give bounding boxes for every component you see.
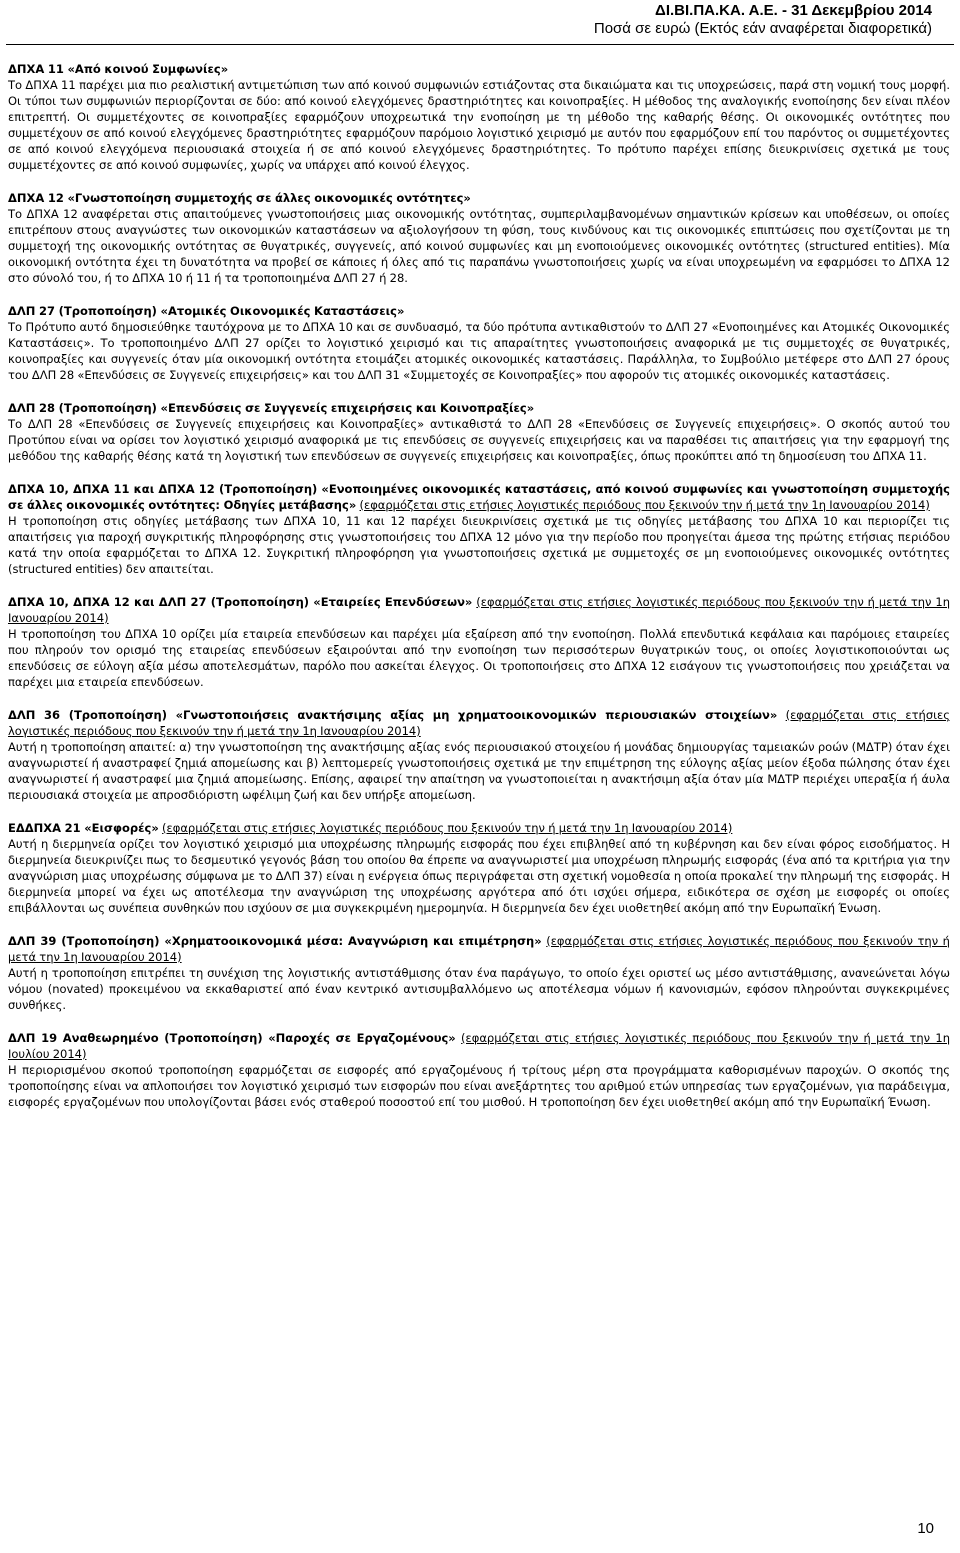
section-applicability: (εφαρμόζεται στις ετήσιες λογιστικές περιόδους που ξεκινούν την ή μετά την 1η Ιανουαρίου 2014) bbox=[8, 595, 950, 625]
section-body: Το Πρότυπο αυτό δημοσιεύθηκε ταυτόχρονα με το ΔΠΧΑ 10 και σε συνδυασμό, τα δύο πρότυπα αντικαθιστούν το ΔΛΠ 27 «Ενοποιημένες και Ατομικές Οικονομικές Καταστάσεις». Το τροποποιημένο ΔΛΠ 27 ορίζει το λογιστικό χειρισμό και τις απαραίτητες γνωστοποιήσεις αναφορικά με τις συμμετοχές σε θυγατρικές, κοινοπραξίες και συγγενείς όταν μία οικονομική οντότητα ετοιμάζει ατομικές οικονομικές καταστάσεις. Παράλληλα, το Συμβούλιο μετέφερε στο ΔΛΠ 27 όρους του ΔΛΠ 28 «Επενδύσεις σε Συγγενείς επιχειρήσεις» και του ΔΛΠ 31 «Συμμετοχές σε Κοινοπραξίες» που αφορούν τις ατομικές οικονομικές καταστάσεις. bbox=[8, 320, 950, 382]
section-title: ΔΛΠ 36 (Τροποποίηση) «Γνωστοποιήσεις ανακτήσιμης αξίας μη χρηματοοικονομικών περιουσιακών στοιχείων» bbox=[8, 708, 778, 722]
section-ias-28 bbox=[8, 400, 950, 464]
section-applicability: (εφαρμόζεται στις ετήσιες λογιστικές περιόδους που ξεκινούν την ή μετά την 1η Ιανουαρίου 2014) bbox=[8, 708, 950, 738]
section-title: ΔΛΠ 39 (Τροποποίηση) «Χρηματοοικονομικά μέσα: Αναγνώριση και επιμέτρηση» bbox=[8, 934, 542, 948]
section-body: Αυτή η τροποποίηση απαιτεί: α) την γνωστοποίηση της ανακτήσιμης αξίας ενός περιουσιακού στοιχείου ή μονάδας δημιουργίας ταμειακών ροών (ΜΔΤΡ) όταν έχει αναγνωριστεί ή αναστραφεί ζημιά απομείωσης και β) λεπτομερείς γνωστοποιήσεις σχετικά με την επιμέτρηση της εύλογης αξίας μείον έξοδα πώλησης όταν έχει αναγνωριστεί ή αναστραφεί μια ζημιά απομείωσης. Επίσης, αφαιρεί την απαίτηση να γνωστοποιείται η ανακτήσιμη αξία όταν μία ΜΔΤΡ περιέχει υπεραξία ή άυλα περιουσιακά στοιχεία με απροσδιόριστη ωφέλιμη ζωή και δεν υπήρξε απομείωση. bbox=[8, 740, 950, 802]
section-applicability: (εφαρμόζεται στις ετήσιες λογιστικές περιόδους που ξεκινούν την ή μετά την 1η Ιουλίου 2014) bbox=[8, 1031, 950, 1061]
section-applicability: (εφαρμόζεται στις ετήσιες λογιστικές περιόδους που ξεκινούν την ή μετά την 1η Ιανουαρίου 2014) bbox=[8, 934, 950, 964]
section-applicability: (εφαρμόζεται στις ετήσιες λογιστικές περιόδους που ξεκινούν την ή μετά την 1η Ιανουαρίου 2014) bbox=[359, 498, 930, 512]
section-title: ΔΠΧΑ 11 «Από κοινού Συμφωνίες» bbox=[8, 62, 229, 76]
section-title: ΔΛΠ 28 (Τροποποίηση) «Επενδύσεις σε Συγγενείς επιχειρήσεις και Κοινοπραξίες» bbox=[8, 401, 535, 415]
page-header bbox=[594, 2, 932, 38]
section-body: Το ΔΛΠ 28 «Επενδύσεις σε Συγγενείς επιχειρήσεις και Κοινοπραξίες» αντικαθιστά το ΔΛΠ 28 «Επενδύσεις σε Συγγενείς επιχειρήσεις». Ο σκοπός αυτού του Προτύπου είναι να ορίσει τον λογιστικό χειρισμό αναφορικά με τις επενδύσεις σε συγγενείς επιχειρήσεις και να παραθέσει τις απαιτήσεις για την εφαρμογή της μεθόδου της καθαρής θέσης κατά τη λογιστική των επενδύσεων σε συγγενείς επιχειρήσεις και κοινοπραξίες, όπως προκύπτει από τη δημοσίευση του ΔΠΧΑ 11. bbox=[8, 417, 950, 463]
section-ias-19 bbox=[8, 1030, 950, 1110]
section-title: ΔΛΠ 27 (Τροποποίηση) «Ατομικές Οικονομικές Καταστάσεις» bbox=[8, 304, 405, 318]
section-body: Η περιορισμένου σκοπού τροποποίηση εφαρμόζεται σε εισφορές από εργαζομένους ή τρίτους μέρη στα προγράμματα καθορισμένων παροχών. Ο σκοπός της τροποποίησης είναι να απλοποιήσει τον λογιστικό χειρισμό των εισφορών που είναι ανεξάρτητες του αριθμού ετών υπηρεσίας των εργαζομένων, για παράδειγμα, εισφορές εργαζομένων που υπολογίζονται βάσει ενός σταθερού ποσοστού επί του μισθού. Η τροποποίηση δεν έχει υιοθετηθεί ακόμη από την Ευρωπαϊκή Ένωση. bbox=[8, 1063, 950, 1109]
section-body: Η τροποποίηση του ΔΠΧΑ 10 ορίζει μία εταιρεία επενδύσεων και παρέχει μία εξαίρεση από την ενοποίηση. Πολλά επενδυτικά κεφάλαια και παρόμοιες εταιρείες που πληρούν τον ορισμό της εταιρείας επενδύσεων εξαιρούνται από την ενοποίηση των περισσότερων θυγατρικών τους, οι οποίες λογιστικοποιούνται ως επενδύσεις σε εύλογη αξία μέσω αποτελεσμάτων, παρόλο που ασκείται έλεγχος. Οι τροποποιήσεις στο ΔΠΧΑ 12 εισάγουν τις γνωστοποιήσεις που χρειάζεται να παρέχει μια εταιρεία επενδύσεων. bbox=[8, 627, 950, 689]
section-title: ΔΠΧΑ 10, ΔΠΧΑ 12 και ΔΛΠ 27 (Τροποποίηση) «Εταιρείες Επενδύσεων» bbox=[8, 595, 473, 609]
section-investment-entities bbox=[8, 594, 950, 690]
section-body: Το ΔΠΧΑ 11 παρέχει μια πιο ρεαλιστική αντιμετώπιση των από κοινού συμφωνιών εστιάζοντας στα δικαιώματα και τις υποχρεώσεις, παρά στη νομική τους μορφή. Οι τύποι των συμφωνιών περιορίζονται σε δύο: από κοινού ελεγχόμενες δραστηριότητες και κοινοπραξίες. Η μέθοδος της αναλογικής ενοποίησης δεν είναι πλέον επιτρεπτή. Οι συμμετέχοντες σε κοινοπραξίες εφαρμόζουν υποχρεωτικά την ενοποίηση με τη μέθοδο της καθαρής θέσης. Οι οικονομικές οντότητες που συμμετέχουν σε από κοινού ελεγχόμενες δραστηριότητες εφαρμόζουν παρόμοιο λογιστικό χειρισμό με αυτόν που εφαρμόζουν επί του παρόντος οι συμμετέχοντες σε από κοινού ελεγχόμενα περιουσιακά στοιχεία ή σε από κοινού ελεγχόμενες δραστηριότητες. Το πρότυπο παρέχει επίσης διευκρινίσεις σχετικά με τους συμμετέχοντες σε από κοινού συμφωνίες, χωρίς να υπάρχει από κοινού έλεγχος. bbox=[8, 78, 950, 172]
section-ifrs-11 bbox=[8, 61, 950, 173]
document-body bbox=[8, 61, 950, 1127]
section-body: Το ΔΠΧΑ 12 αναφέρεται στις απαιτούμενες γνωστοποιήσεις μιας οικονομικής οντότητας, συμπεριλαμβανομένων σημαντικών κρίσεων και υποθέσεων, οι οποίες επιτρέπουν στους αναγνώστες των οικονομικών καταστάσεων να αξιολογήσουν τη φύση, τους κινδύνους και τις οικονομικές επιπτώσεις που σχετίζονται με τη συμμετοχή της οικονομικής οντότητας σε θυγατρικές, συγγενείς, από κοινού συμφωνίες και μη ενοποιούμενες οικονομικές οντότητες (structured entities). Μία οικονομική οντότητα έχει τη δυνατότητα να προβεί σε κάποιες ή όλες από τις παραπάνω γνωστοποιήσεις χωρίς να είναι υποχρεωμένη να εφαρμόσει το ΔΠΧΑ 12 στο σύνολό του, ή το ΔΠΧΑ 10 ή 11 ή τα τροποποιημένα ΔΛΠ 27 ή 28. bbox=[8, 207, 950, 285]
section-body: Αυτή η τροποποίηση επιτρέπει τη συνέχιση της λογιστικής αντιστάθμισης όταν ένα παράγωγο, το οποίο έχει οριστεί ως μέσο αντιστάθμισης, ανανεώνεται λόγω νόμου (novated) προκειμένου να εκκαθαριστεί από έναν κεντρικό αντισυμβαλλόμενο ως αποτέλεσμα νόμων ή κανονισμών, εφόσον πληρούνται συγκεκριμένες συνθήκες. bbox=[8, 966, 950, 1012]
section-ifrs-12 bbox=[8, 190, 950, 286]
section-body: Αυτή η διερμηνεία ορίζει τον λογιστικό χειρισμό μια υποχρέωσης πληρωμής εισφοράς που έχει επιβληθεί από τη κυβέρνηση και δεν είναι φόρος εισοδήματος. Η διερμηνεία διευκρινίζει πως το δεσμευτικό γεγονός βάση του οποίου θα έπρεπε να αναγνωριστεί μια υποχρέωση πληρωμής εισφοράς (ένα από τα κριτήρια για την αναγνώριση μιας υποχρέωσης σύμφωνα με το ΔΛΠ 37) είναι η ενέργεια όπως περιγράφεται στη σχετική νομοθεσία η οποία προκαλεί την πληρωμή της εισφοράς. Η διερμηνεία μπορεί να έχει ως αποτέλεσμα την αναγνώριση της υποχρέωσης αργότερα από ότι ισχύει σήμερα, ειδικότερα σε σχέση με εισφορές οι οποίες επιβάλλονται ως συνέπεια συνθηκών που ισχύουν σε μια συγκεκριμένη ημερομηνία. Η διερμηνεία δεν έχει υιοθετηθεί ακόμη από την Ευρωπαϊκή Ένωση. bbox=[8, 837, 950, 915]
section-title: ΕΔΔΠΧΑ 21 «Εισφορές» bbox=[8, 821, 159, 835]
section-ias-39 bbox=[8, 933, 950, 1013]
section-ifric-21 bbox=[8, 820, 950, 916]
header-subtitle: Ποσά σε ευρώ (Εκτός εάν αναφέρεται διαφορετικά) bbox=[593, 20, 932, 37]
header-title: ΔΙ.ΒΙ.ΠΑ.ΚΑ. Α.Ε. - 31 Δεκεμβρίου 2014 bbox=[655, 2, 932, 19]
section-title: ΔΛΠ 19 Αναθεωρημένο (Τροποποίηση) «Παροχές σε Εργαζομένους» bbox=[8, 1031, 456, 1045]
header-divider bbox=[6, 44, 954, 45]
page-number: 10 bbox=[917, 1520, 934, 1537]
section-applicability: (εφαρμόζεται στις ετήσιες λογιστικές περιόδους που ξεκινούν την ή μετά την 1η Ιανουαρίου 2014) bbox=[162, 821, 733, 835]
section-title: ΔΠΧΑ 12 «Γνωστοποίηση συμμετοχής σε άλλες οικονομικές οντότητες» bbox=[8, 191, 471, 205]
section-ias-27 bbox=[8, 303, 950, 383]
section-title: ΔΠΧΑ 10, ΔΠΧΑ 11 και ΔΠΧΑ 12 (Τροποποίηση) «Ενοποιημένες οικονομικές καταστάσεις, από κοινού συμφωνίες και γνωστοποίηση συμμετοχής σε άλλες οικονομικές οντότητες: Οδηγίες μετάβασης» bbox=[8, 482, 950, 512]
section-body: Η τροποποίηση στις οδηγίες μετάβασης των ΔΠΧΑ 10, 11 και 12 παρέχει διευκρινίσεις σχετικά με τις οδηγίες μετάβασης του ΔΠΧΑ 10 και περιορίζει τις απαιτήσεις για παροχή συγκριτικής πληροφόρησης στις γνωστοποιήσεις του ΔΠΧΑ 12 μόνο για την περίοδο που προηγείται άμεσα της πρώτης ετήσιας περιόδου κατά την οποία εφαρμόζεται το ΔΠΧΑ 12. Συγκριτική πληροφόρηση για γνωστοποιήσεις σχετικά με συμμετοχές σε μη ενοποιούμενες οικονομικές οντότητες (structured entities) δεν απαιτείται. bbox=[8, 514, 950, 576]
section-ias-36 bbox=[8, 707, 950, 803]
section-ifrs-10-11-12-transition bbox=[8, 481, 950, 577]
